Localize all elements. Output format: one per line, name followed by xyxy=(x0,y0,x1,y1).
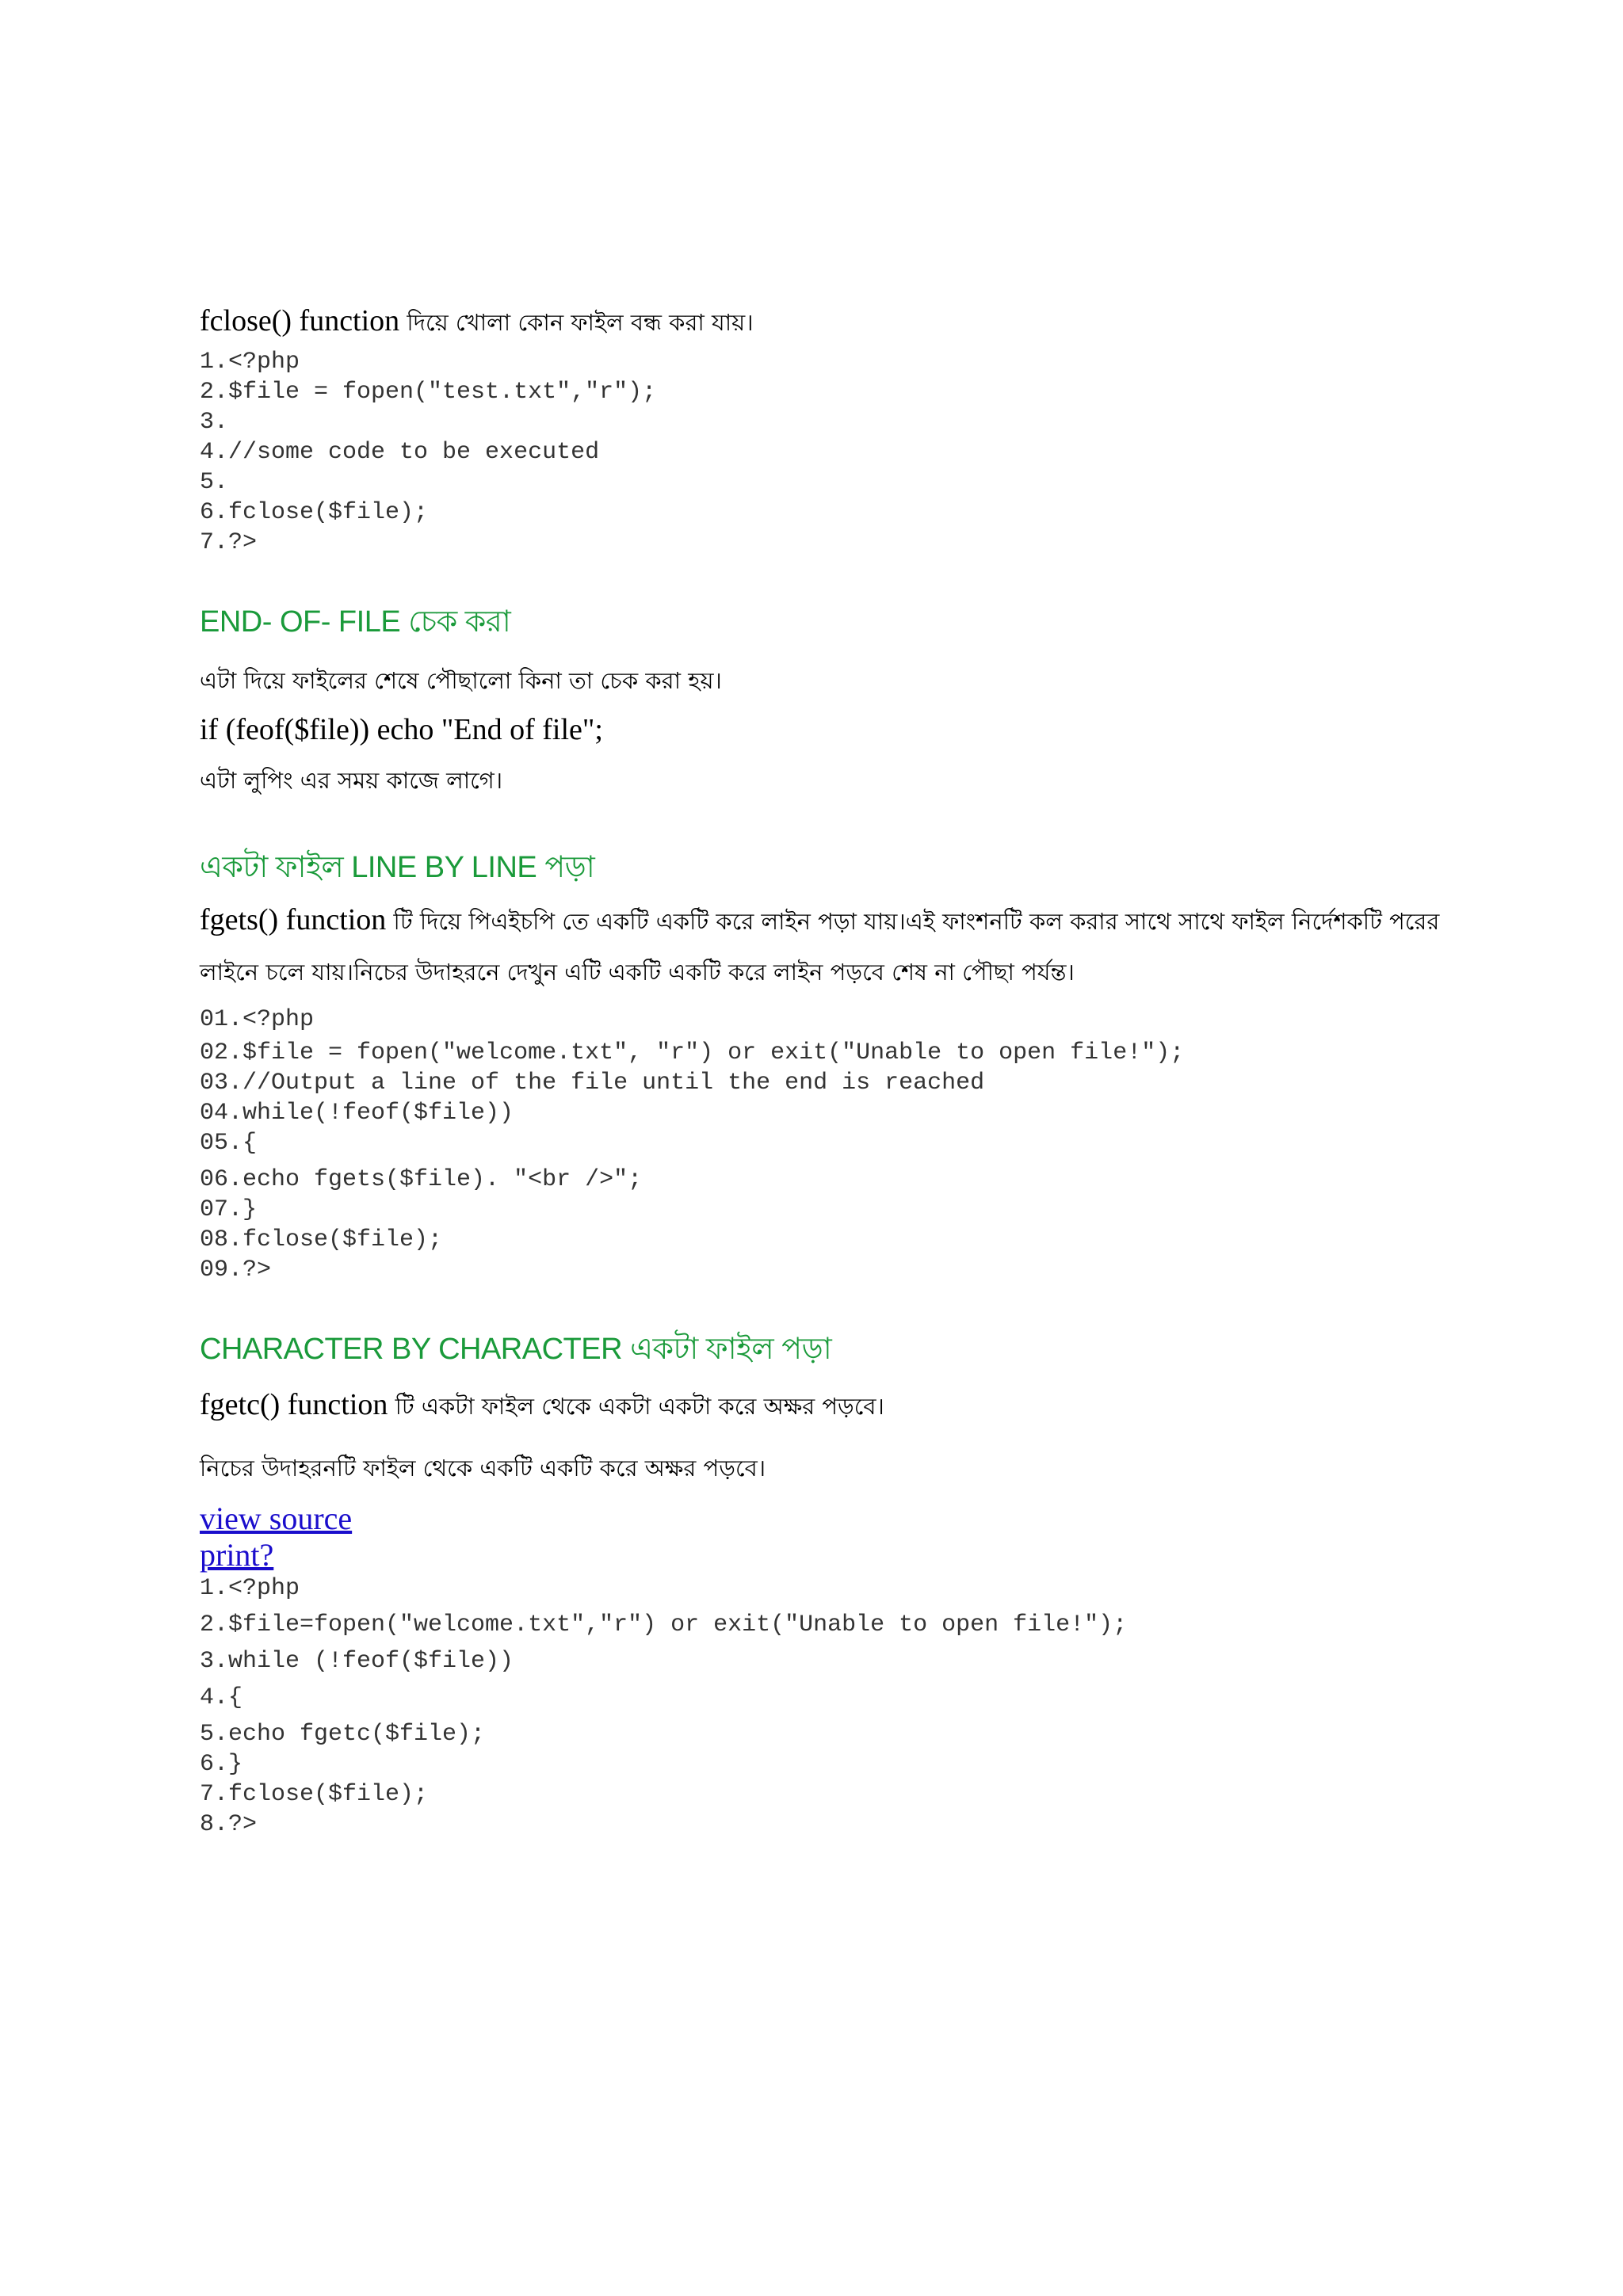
code-line: 06.echo fgets($file). "<br />"; xyxy=(200,1166,643,1193)
code-line: 7.fclose($file); xyxy=(200,1781,429,1808)
code-line: 4.//some code to be executed xyxy=(200,439,600,466)
code-line: 4.{ xyxy=(200,1684,243,1711)
fgetc-code-block xyxy=(200,1573,1468,1840)
fclose-function-name: fclose() function xyxy=(200,304,400,338)
eof-description: এটা দিয়ে ফাইলের শেষে পৌছালো কিনা তা চেক করা হয়। xyxy=(200,667,722,694)
code-line: 2.$file = fopen("test.txt","r"); xyxy=(200,379,657,406)
code-line: 01.<?php xyxy=(200,1006,315,1033)
fclose-code-block xyxy=(200,347,1468,558)
fgets-description: টি দিয়ে পিএইচপি তে একটি একটি করে লাইন পড়া যায়।এই ফাংশনটি কল করার সাথে সাথে ফাইল নির্দেশকটি পরের xyxy=(386,908,1440,935)
fgetc-example-description: নিচের উদাহরনটি ফাইল থেকে একটি একটি করে অক্ষর পড়বে। xyxy=(200,1455,766,1482)
code-line: 5.echo fgetc($file); xyxy=(200,1721,486,1748)
code-line: 5. xyxy=(200,469,229,496)
code-line: 1.<?php xyxy=(200,349,300,376)
line-by-line-heading: একটা ফাইল LINE BY LINE পড়া xyxy=(200,851,595,884)
char-by-char-heading: CHARACTER BY CHARACTER একটা ফাইল পড়া xyxy=(200,1333,832,1366)
code-line: 3.while (!feof($file)) xyxy=(200,1648,514,1675)
eof-code-line: if (feof($file)) echo "End of file"; xyxy=(200,713,603,746)
eof-heading: END- OF- FILE চেক করা xyxy=(200,605,511,639)
fgets-function-name: fgets() function xyxy=(200,903,387,936)
code-line: 3. xyxy=(200,409,229,436)
code-line: 6.} xyxy=(200,1751,243,1778)
code-line: 2.$file=fopen("welcome.txt","r") or exit("Unable to open file!"); xyxy=(200,1611,1128,1638)
view-source-link[interactable]: view source xyxy=(200,1501,353,1536)
code-line: 08.fclose($file); xyxy=(200,1226,443,1253)
code-line: 03.//Output a line of the file until the end is reached xyxy=(200,1070,985,1097)
fgets-code-block xyxy=(200,1001,1468,1285)
code-line: 04.while(!feof($file)) xyxy=(200,1100,514,1127)
fgets-intro xyxy=(200,900,1468,941)
document-page xyxy=(200,301,1468,1840)
fgetc-function-name: fgetc() function xyxy=(200,1388,388,1421)
fgets-description-continued: লাইনে চলে যায়।নিচের উদাহরনে দেখুন এটি একটি একটি করে লাইন পড়বে শেষ না পৌছা পর্যন্ত। xyxy=(200,959,1075,986)
code-line: 6.fclose($file); xyxy=(200,499,429,526)
code-line: 1.<?php xyxy=(200,1575,300,1602)
code-line: 7.?> xyxy=(200,529,258,556)
eof-note: এটা লুপিং এর সময় কাজে লাগে। xyxy=(200,767,503,794)
code-line: 05.{ xyxy=(200,1130,258,1157)
fclose-intro xyxy=(200,301,1468,342)
code-line: 09.?> xyxy=(200,1257,272,1283)
fgetc-description: টি একটা ফাইল থেকে একটা একটা করে অক্ষর পড়বে। xyxy=(388,1393,884,1420)
print-link[interactable]: print? xyxy=(200,1537,274,1573)
fclose-description: দিয়ে খোলা কোন ফাইল বন্ধ করা যায়। xyxy=(399,309,754,336)
code-line: 8.?> xyxy=(200,1811,258,1838)
code-line: 02.$file = fopen("welcome.txt", "r") or exit("Unable to open file!"); xyxy=(200,1039,1185,1066)
code-line: 07.} xyxy=(200,1196,258,1223)
fgetc-intro xyxy=(200,1385,1468,1426)
